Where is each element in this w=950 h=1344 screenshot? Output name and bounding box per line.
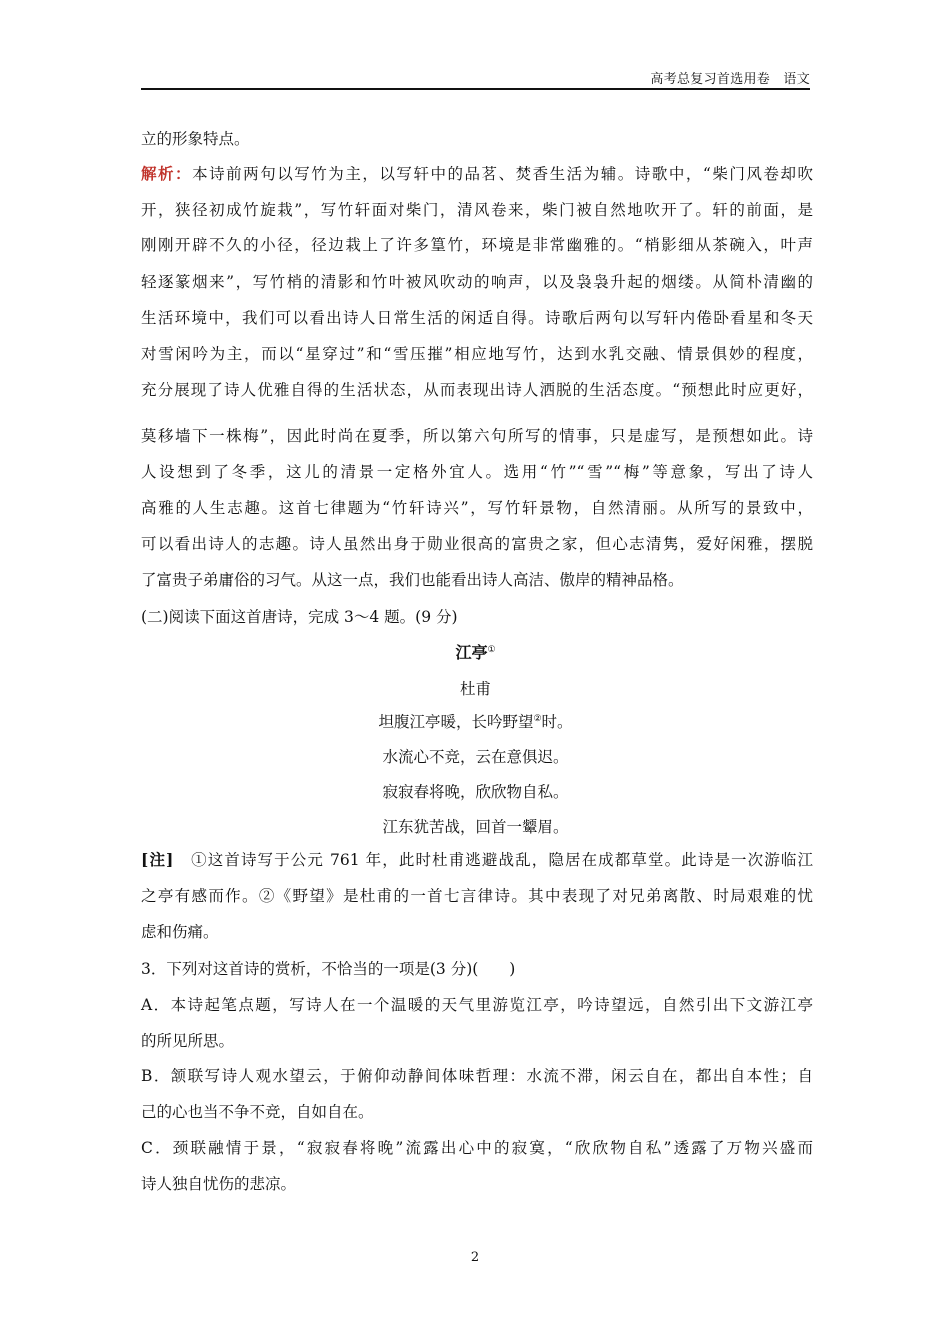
option-a: A．本诗起笔点题，写诗人在一个温暖的天气里游览江亭，吟诗望远，自然引出下文游江亭 — [141, 996, 813, 1014]
poem-title-line — [141, 642, 810, 664]
poem-title: 江亭 — [455, 643, 488, 662]
poem-line-2: 水流心不竞，云在意俱迟。 — [382, 748, 569, 766]
option-a-cont: 的所见所思。 — [141, 1032, 235, 1050]
text-span: 本诗前两句以写竹为主，以写轩中的品茗、焚香生活为辅。诗歌中，“柴门风卷却吹 — [192, 165, 813, 183]
text-line: 莫移墙下一株梅”，因此时尚在夏季，所以第六句所写的情事，只是虚写，是预想如此。诗 — [141, 427, 813, 445]
note-text: ①这首诗写于公元 761 年，此时杜甫逃避战乱，隐居在成都草堂。此诗是一次游临江 — [173, 851, 813, 869]
text-line: 高雅的人生志趣。这首七律题为“竹轩诗兴”，写竹轩景物，自然清丽。从所写的景致中， — [141, 499, 813, 517]
option-c-cont: 诗人独自忧伤的悲凉。 — [141, 1175, 297, 1193]
text-line: 生活环境中，我们可以看出诗人日常生活的闲适自得。诗歌后两句以写轩内倦卧看星和冬天 — [141, 309, 813, 327]
page-number: 2 — [470, 1250, 480, 1265]
header-text: 高考总复习首选用卷 语文 — [650, 72, 810, 87]
page-header — [141, 66, 810, 90]
note-line: 虑和伤痛。 — [141, 923, 219, 941]
text-line: 了富贵子弟庸俗的习气。从这一点，我们也能看出诗人高洁、傲岸的精神品格。 — [141, 571, 684, 589]
text-line: 可以看出诗人的志趣。诗人虽然出身于勋业很高的富贵之家，但心志清隽，爱好闲雅，摆脱 — [141, 535, 813, 553]
text-line: 人设想到了冬季，这儿的清景一定格外宜人。选用“竹”“雪”“梅”等意象，写出了诗人 — [141, 463, 813, 481]
poem-author: 杜甫 — [459, 680, 491, 698]
text-line: 轻逐篆烟来”，写竹梢的清影和竹叶被风吹动的响声，以及袅袅升起的烟缕。从简朴清幽的 — [141, 273, 813, 291]
text-line: 充分展现了诗人优雅自得的生活状态，从而表现出诗人洒脱的生活态度。“预想此时应更好， — [141, 381, 813, 399]
poem-line-1-note: ② — [533, 714, 542, 724]
note-label: [注] — [141, 850, 174, 869]
analysis-line — [141, 163, 813, 185]
text-line: 刚刚开辟不久的小径，径边栽上了许多篁竹，环境是非常幽雅的。“梢影细从茶碗入，叶声 — [141, 236, 813, 254]
option-c: C．颈联融情于景，“寂寂春将晚”流露出心中的寂寞，“欣欣物自私”透露了万物兴盛而 — [141, 1139, 813, 1157]
text-line: 开，狭径初成竹旋栽”，写竹轩面对柴门，清风卷来，柴门被自然地吹开了。轩的前面，是 — [141, 201, 813, 219]
poem-line-1a: 坦腹江亭暖，长吟野望 — [378, 713, 534, 731]
text-line: 对雪闲吟为主，而以“星穿过”和“雪压摧”相应地写竹，达到水乳交融、情景俱妙的程度， — [141, 345, 813, 363]
note-line — [141, 849, 813, 871]
text-line: 立的形象特点。 — [141, 130, 250, 148]
analysis-label: 解析： — [141, 164, 193, 183]
note-line: 之亭有感而作。②《野望》是杜甫的一首七言律诗。其中表现了对兄弟离散、时局艰难的忧 — [141, 887, 813, 905]
section-heading: (二)阅读下面这首唐诗，完成 3～4 题。(9 分) — [141, 608, 458, 626]
option-b: B．颔联写诗人观水望云，于俯仰动静间体味哲理：水流不滞，闲云自在，都出自本性；自 — [141, 1067, 813, 1085]
poem-title-note: ① — [487, 645, 496, 655]
question-3-stem: 3．下列对这首诗的赏析，不恰当的一项是(3 分)( ) — [141, 960, 516, 978]
poem-line-1 — [141, 711, 810, 733]
poem-line-3: 寂寂春将晚，欣欣物自私。 — [382, 783, 569, 801]
poem-line-1b: 时。 — [541, 713, 573, 731]
poem-line-4: 江东犹苦战，回首一颦眉。 — [382, 818, 569, 836]
option-b-cont: 己的心也当不争不竞，自如自在。 — [141, 1103, 374, 1121]
